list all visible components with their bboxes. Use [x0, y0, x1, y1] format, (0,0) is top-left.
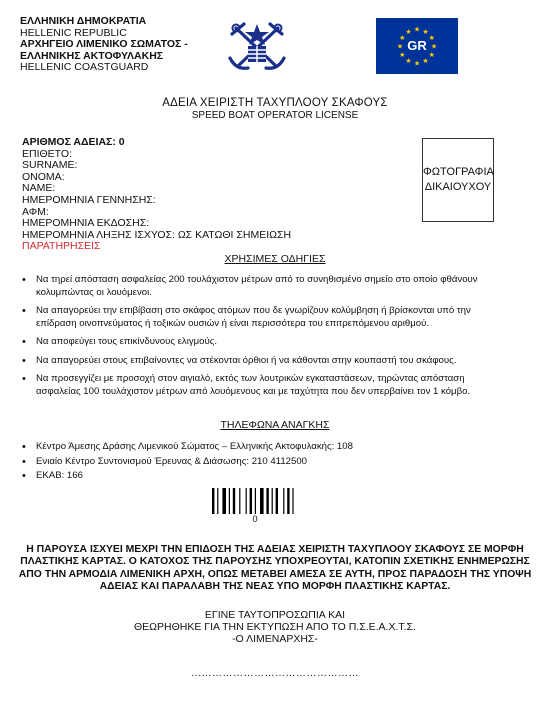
expiry-label: ΗΜΕΡΟΜΗΝΙΑ ΛΗΞΗΣ ΙΣΧΥΟΣ: ΩΣ ΚΑΤΩΘΙ ΣΗΜΕΙΩΣΗ	[22, 228, 292, 241]
phones-list	[20, 441, 490, 485]
photo-placeholder	[422, 138, 494, 222]
issuer-line-4: ΕΛΛΗΝΙΚΗΣ ΑΚΤΟΦΥΛΑΚΗΣ	[20, 49, 164, 62]
flag-star-icon: ★	[422, 58, 429, 66]
country-code: GR	[407, 38, 427, 53]
validity-notice: Η ΠΑΡΟΥΣΑ ΙΣΧΥΕΙ ΜΕΧΡΙ ΤΗΝ ΕΠΙΔΟΣΗ ΤΗΣ ΑΔΕΙΑΣ ΧΕΙΡΙΣΤΗ ΤΑΧΥΠΛΟΟΥ ΣΚΑΦΟΥΣ ΣΕ ΜΟΡΦΗ ΠΛΑΣΤΙΚΗΣ ΚΑΡΤΑΣ. Ο ΚΑΤΟΧΟΣ ΤΗΣ ΠΑΡΟΥΣΗΣ ΥΠΟΧΡΕΟΥΤΑΙ, ΚΑΤΟΠΙΝ ΣΧΕΤΙΚΗΣ ΕΝΗΜΕΡΩΣΗΣ ΑΠΟ ΤΗΝ ΑΡΜΟΔΙΑ ΛΙΜΕΝΙΚΗ ΑΡΧΗ, ΟΠΩΣ ΜΕΤΑΒΕΙ ΑΜΕΣΑ ΣΕ ΑΥΤΗ, ΠΡΟΣ ΠΑΡΑΔΟΣΗ ΤΗΣ ΥΠΟΨΗ ΑΔΕΙΑΣ ΚΑΙ ΠΑΡΑΛΑΒΗ ΤΗΣ ΝΕΑΣ ΥΠΟ ΜΟΡΦΗ ΠΛΑΣΤΙΚΗΣ ΚΑΡΤΑΣ.	[18, 544, 532, 593]
barcode-bar	[239, 488, 240, 514]
flag-star-icon: ★	[428, 35, 435, 42]
barcode-bar	[222, 488, 226, 514]
flag-star-icon: ★	[428, 52, 435, 59]
rules-list	[20, 274, 490, 404]
certification-block	[0, 609, 550, 646]
flag-star-icon: ★	[413, 60, 421, 68]
issuer-block	[20, 16, 188, 74]
barcode-bar	[233, 488, 235, 514]
document-title-greek: ΑΔΕΙΑ ΧΕΙΡΙΣΤΗ ΤΑΧΥΠΛΟΟΥ ΣΚΑΦΟΥΣ	[162, 97, 388, 109]
flag-star-icon: ★	[422, 28, 429, 36]
rule-item: • Να απαγορεύει την επιβίβαση στο σκάφος ατόμων που δε γνωρίζουν κολύμβηση ή βρίσκονται υπό την επίδραση οινοπνεύματος ή τοξικών ουσιών ή είναι περισσότερα του επιτρεπόμενου αριθμού.	[20, 305, 490, 330]
barcode-bar	[287, 488, 289, 514]
signature-line: …………………………………………	[191, 668, 359, 679]
issuer-line-1: ΕΛΛΗΝΙΚΗ ΔΗΜΟΚΡΑΤΙΑ	[20, 15, 147, 27]
phones-title: ΤΗΛΕΦΩΝΑ ΑΝΑΓΚΗΣ	[220, 419, 330, 431]
issue-date-label: ΗΜΕΡΟΜΗΝΙΑ ΕΚΔΟΣΗΣ:	[22, 217, 150, 230]
issuer-line-3: ΑΡΧΗΓΕΙΟ ΛΙΜΕΝΙΚΟ ΣΩΜΑΤΟΣ -	[20, 38, 188, 50]
barcode-bar	[229, 488, 230, 514]
barcode-bar	[246, 488, 247, 514]
issuer-line-5: HELLENIC COASTGUARD	[20, 61, 149, 73]
flag-star-icon: ★	[399, 52, 406, 59]
flag-star-icon: ★	[405, 28, 412, 36]
birth-date-label: ΗΜΕΡΟΜΗΝΙΑ ΓΕΝΝΗΣΗΣ:	[22, 193, 156, 206]
photo-label-line-1: ΦΩΤΟΓΡΑΦΙΑ	[423, 166, 494, 178]
barcode-number: 0	[252, 514, 258, 524]
eu-flag-icon	[376, 18, 458, 74]
certification-line-3: -Ο ΛΙΜΕΝΑΡΧΗΣ-	[232, 633, 318, 646]
barcode-bar	[212, 488, 214, 514]
rule-item: • Να τηρεί απόσταση ασφαλείας 200 τουλάχιστον μέτρων από το συνηθισμένο σημείο στο οποίο φθάνουν κολυμπώντας οι λουόμενοι.	[20, 274, 490, 299]
barcode-bar	[250, 488, 252, 514]
barcode-bar	[255, 488, 256, 514]
flag-star-icon: ★	[413, 26, 421, 34]
afm-label: ΑΦΜ:	[22, 205, 49, 218]
flag-star-icon: ★	[430, 43, 438, 51]
name-gr-label: ΟΝΟΜΑ:	[22, 170, 65, 183]
flag-star-icon: ★	[399, 35, 406, 42]
rule-item: • Να προσεγγίζει με προσοχή στον αιγιαλό, εκτός των λουτρικών εγκαταστάσεων, τηρώντας απόσταση ασφαλείας 100 τουλάχιστον μέτρων από λουόμενους και με ταχύτητα που δεν υπερβαίνει τον 1 κόμβο.	[20, 373, 490, 398]
barcode-bar	[276, 488, 278, 514]
coastguard-emblem-icon	[226, 18, 288, 74]
barcode-bar	[266, 488, 268, 514]
license-fields	[22, 137, 291, 253]
barcode-bar	[292, 488, 293, 514]
issuer-line-2: HELLENIC REPUBLIC	[20, 26, 127, 39]
phone-item: • Κέντρο Άμεσης Δράσης Λιμενικού Σώματος – Ελληνικής Ακτοφυλακής: 108	[20, 441, 490, 454]
surname-en-label: SURNAME:	[22, 159, 78, 172]
barcode-bar	[272, 488, 273, 514]
document-title-english: SPEED BOAT OPERATOR LICENSE	[191, 110, 359, 121]
license-number: ΑΡΙΘΜΟΣ ΑΔΕΙΑΣ: 0	[22, 136, 125, 148]
barcode-icon	[210, 488, 300, 516]
barcode-bar	[217, 488, 218, 514]
phone-item: • Ενιαίο Κέντρο Συντονισμού Έρευνας & Διάσωσης: 210 4112500	[20, 456, 490, 469]
remarks-label: ΠΑΡΑΤΗΡΗΣΕΙΣ	[22, 240, 101, 253]
barcode-bar	[283, 488, 284, 514]
flag-star-icon: ★	[405, 58, 412, 66]
rules-title: ΧΡΗΣΙΜΕΣ ΟΔΗΓΙΕΣ	[224, 253, 326, 265]
rule-item: • Να απαγορεύει στους επιβαίνοντες να στέκονται όρθιοι ή να κάθονται στην κουπαστή του σκάφους.	[20, 355, 490, 368]
surname-gr-label: ΕΠΙΘΕΤΟ:	[22, 147, 72, 160]
rule-item: • Να αποφεύγει τους επικίνδυνους ελιγμούς.	[20, 336, 490, 349]
barcode-bar	[260, 488, 264, 514]
flag-star-icon: ★	[396, 43, 404, 51]
certification-line-2: ΘΕΩΡΗΘΗΚΕ ΓΙΑ ΤΗΝ ΕΚΤΥΠΩΣΗ ΑΠΟ ΤΟ Π.Σ.Ε.Α.Χ.Τ.Σ.	[134, 621, 416, 634]
name-en-label: NAME:	[22, 182, 56, 195]
certification-line-1: ΕΓΙΝΕ ΤΑΥΤΟΠΡΟΣΩΠΙΑ ΚΑΙ	[204, 609, 346, 621]
phone-item: • ΕΚΑΒ: 166	[20, 470, 490, 483]
photo-label-line-2: ΔΙΚΑΙΟΥΧΟΥ	[424, 181, 492, 193]
